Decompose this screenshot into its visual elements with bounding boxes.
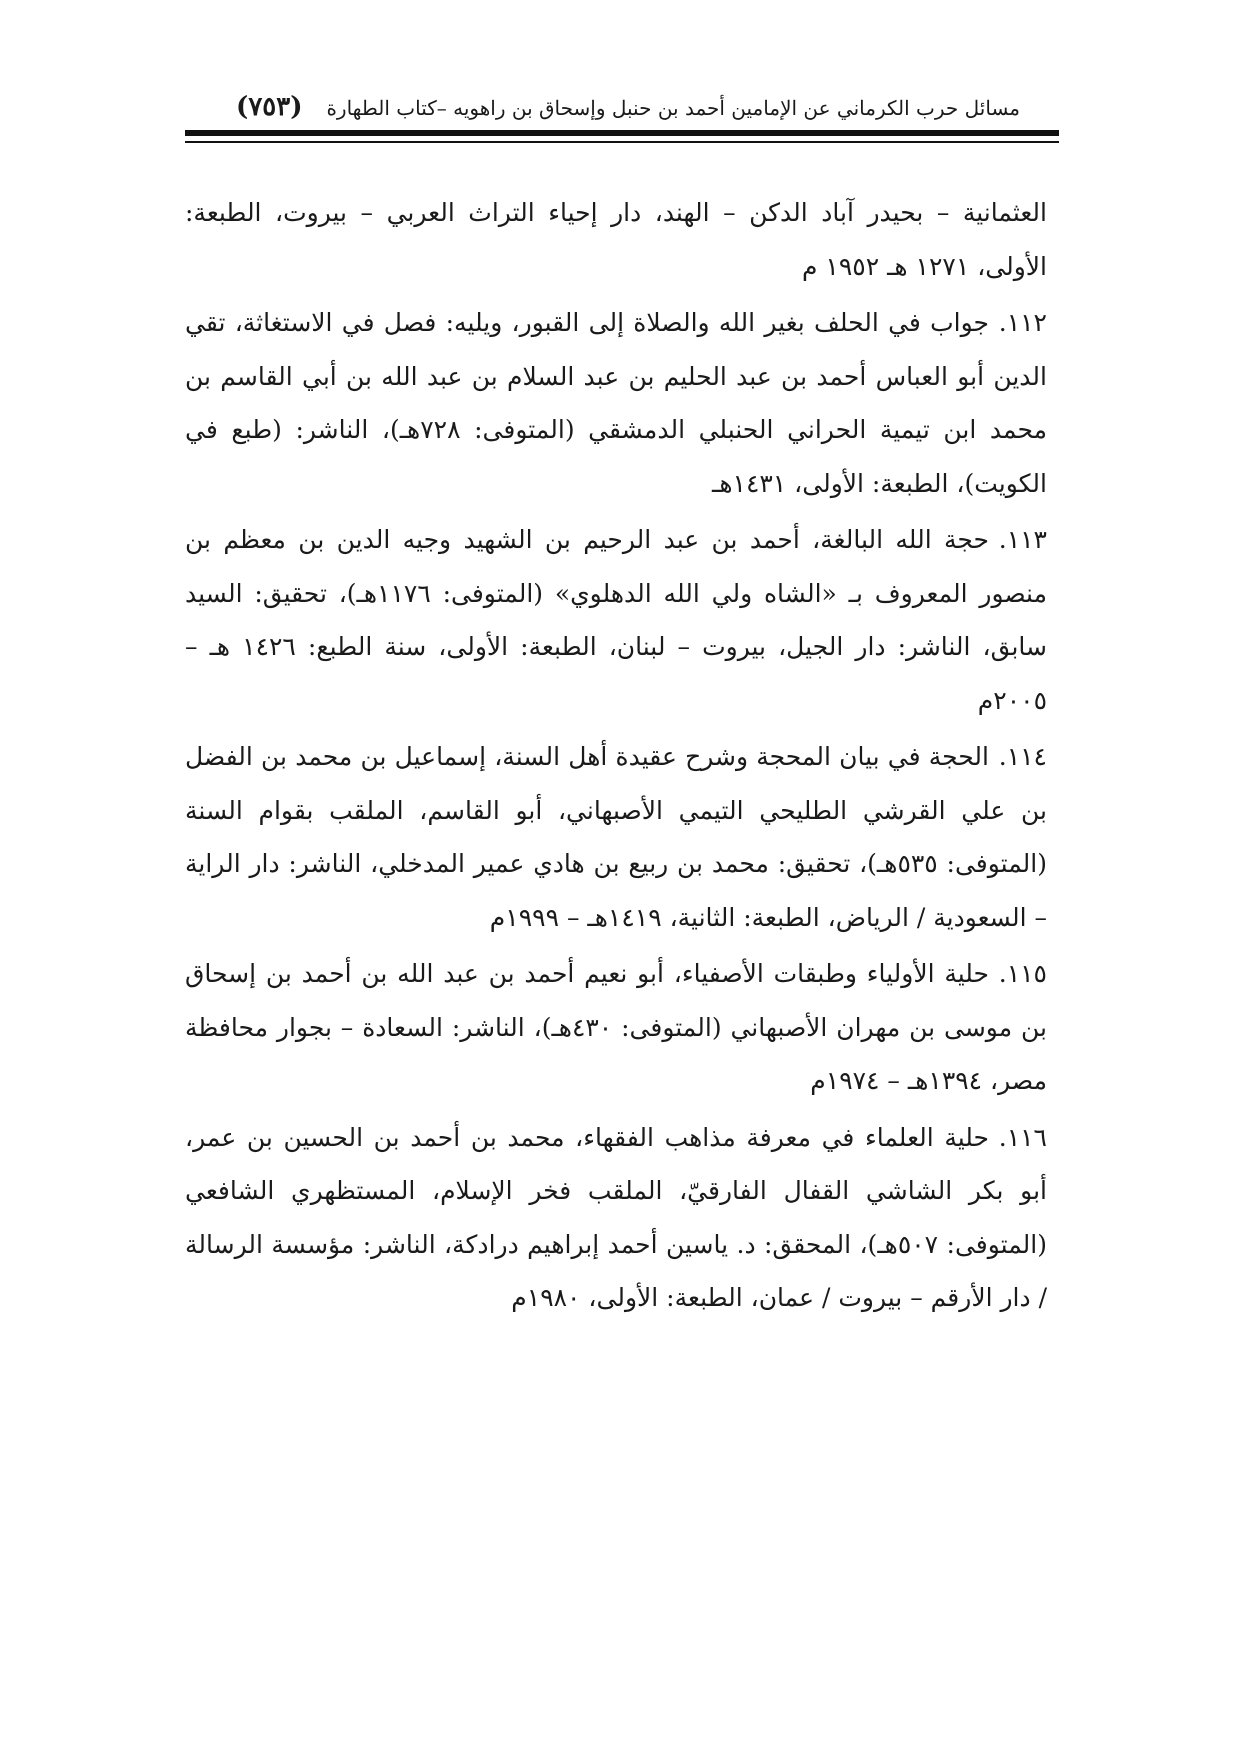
bibliography-list bbox=[185, 186, 1047, 1328]
header-rule-thin bbox=[185, 141, 1059, 143]
list-item bbox=[185, 730, 1047, 944]
header-rule-thick bbox=[185, 130, 1059, 136]
entry-text: حلية الأولياء وطبقات الأصفياء، أبو نعيم أحمد بن عبد الله بن أحمد بن إسحاق بن موسى بن مهران الأصبهاني (المتوفى: ٤٣٠هـ)، الناشر: السعادة – بجوار محافظة مصر، ١٣٩٤هـ – ١٩٧٤م bbox=[185, 959, 1047, 1095]
entry-number: ١١٦. bbox=[998, 1122, 1047, 1152]
list-item bbox=[185, 296, 1047, 510]
entry-text: حلية العلماء في معرفة مذاهب الفقهاء، محمد بن أحمد بن الحسين بن عمر، أبو بكر الشاشي القفال الفارقيّ، الملقب فخر الإسلام، المستظهري الشافعي (المتوفى: ٥٠٧هـ)، المحقق: د. ياسين أحمد إبراهيم درادكة، الناشر: مؤسسة الرسالة / دار الأرقم – بيروت / عمان، الطبعة: الأولى، ١٩٨٠م bbox=[185, 1122, 1047, 1312]
page-number: (٧٥٣) bbox=[236, 92, 303, 122]
list-item bbox=[185, 1111, 1047, 1325]
list-item bbox=[185, 947, 1047, 1108]
entry-number: ١١٣. bbox=[998, 525, 1047, 554]
entry-text: حجة الله البالغة، أحمد بن عبد الرحيم بن الشهيد وجيه الدين بن معظم بن منصور المعروف بـ «الشاه ولي الله الدهلوي» (المتوفى: ١١٧٦هـ)، تحقيق: السيد سابق، الناشر: دار الجيل، بيروت – لبنان، الطبعة: الأولى، سنة الطبع: ١٤٢٦ هـ – ٢٠٠٥م bbox=[185, 525, 1047, 715]
entry-number: ١١٥. bbox=[998, 959, 1047, 988]
entry-number: ١١٤. bbox=[998, 742, 1047, 771]
continuation-paragraph: العثمانية – بحيدر آباد الدكن – الهند، دار إحياء التراث العربي – بيروت، الطبعة: الأولى، ١٢٧١ هـ ١٩٥٢ م bbox=[185, 198, 1047, 281]
list-item bbox=[185, 513, 1047, 727]
header-title: مسائل حرب الكرماني عن الإمامين أحمد بن حنبل وإسحاق بن راهويه –كتاب الطهارة bbox=[326, 96, 1020, 120]
entry-text: جواب في الحلف بغير الله والصلاة إلى القبور، ويليه: فصل في الاستغاثة، تقي الدين أبو العباس أحمد بن عبد الحليم بن عبد السلام بن عبد الله بن أبي القاسم بن محمد ابن تيمية الحراني الحنبلي الدمشقي (المتوفى: ٧٢٨هـ)، الناشر: (طبع في الكويت)، الطبعة: الأولى، ١٤٣١هـ bbox=[185, 308, 1047, 498]
entry-number: ١١٢. bbox=[998, 308, 1047, 337]
entry-text: الحجة في بيان المحجة وشرح عقيدة أهل السنة، إسماعيل بن محمد بن الفضل بن علي القرشي الطليحي التيمي الأصبهاني، أبو القاسم، الملقب بقوام السنة (المتوفى: ٥٣٥هـ)، تحقيق: محمد بن ربيع بن هادي عمير المدخلي، الناشر: دار الراية – السعودية / الرياض، الطبعة: الثانية، ١٤١٩هـ – ١٩٩٩م bbox=[185, 742, 1047, 932]
running-header bbox=[230, 88, 1020, 128]
